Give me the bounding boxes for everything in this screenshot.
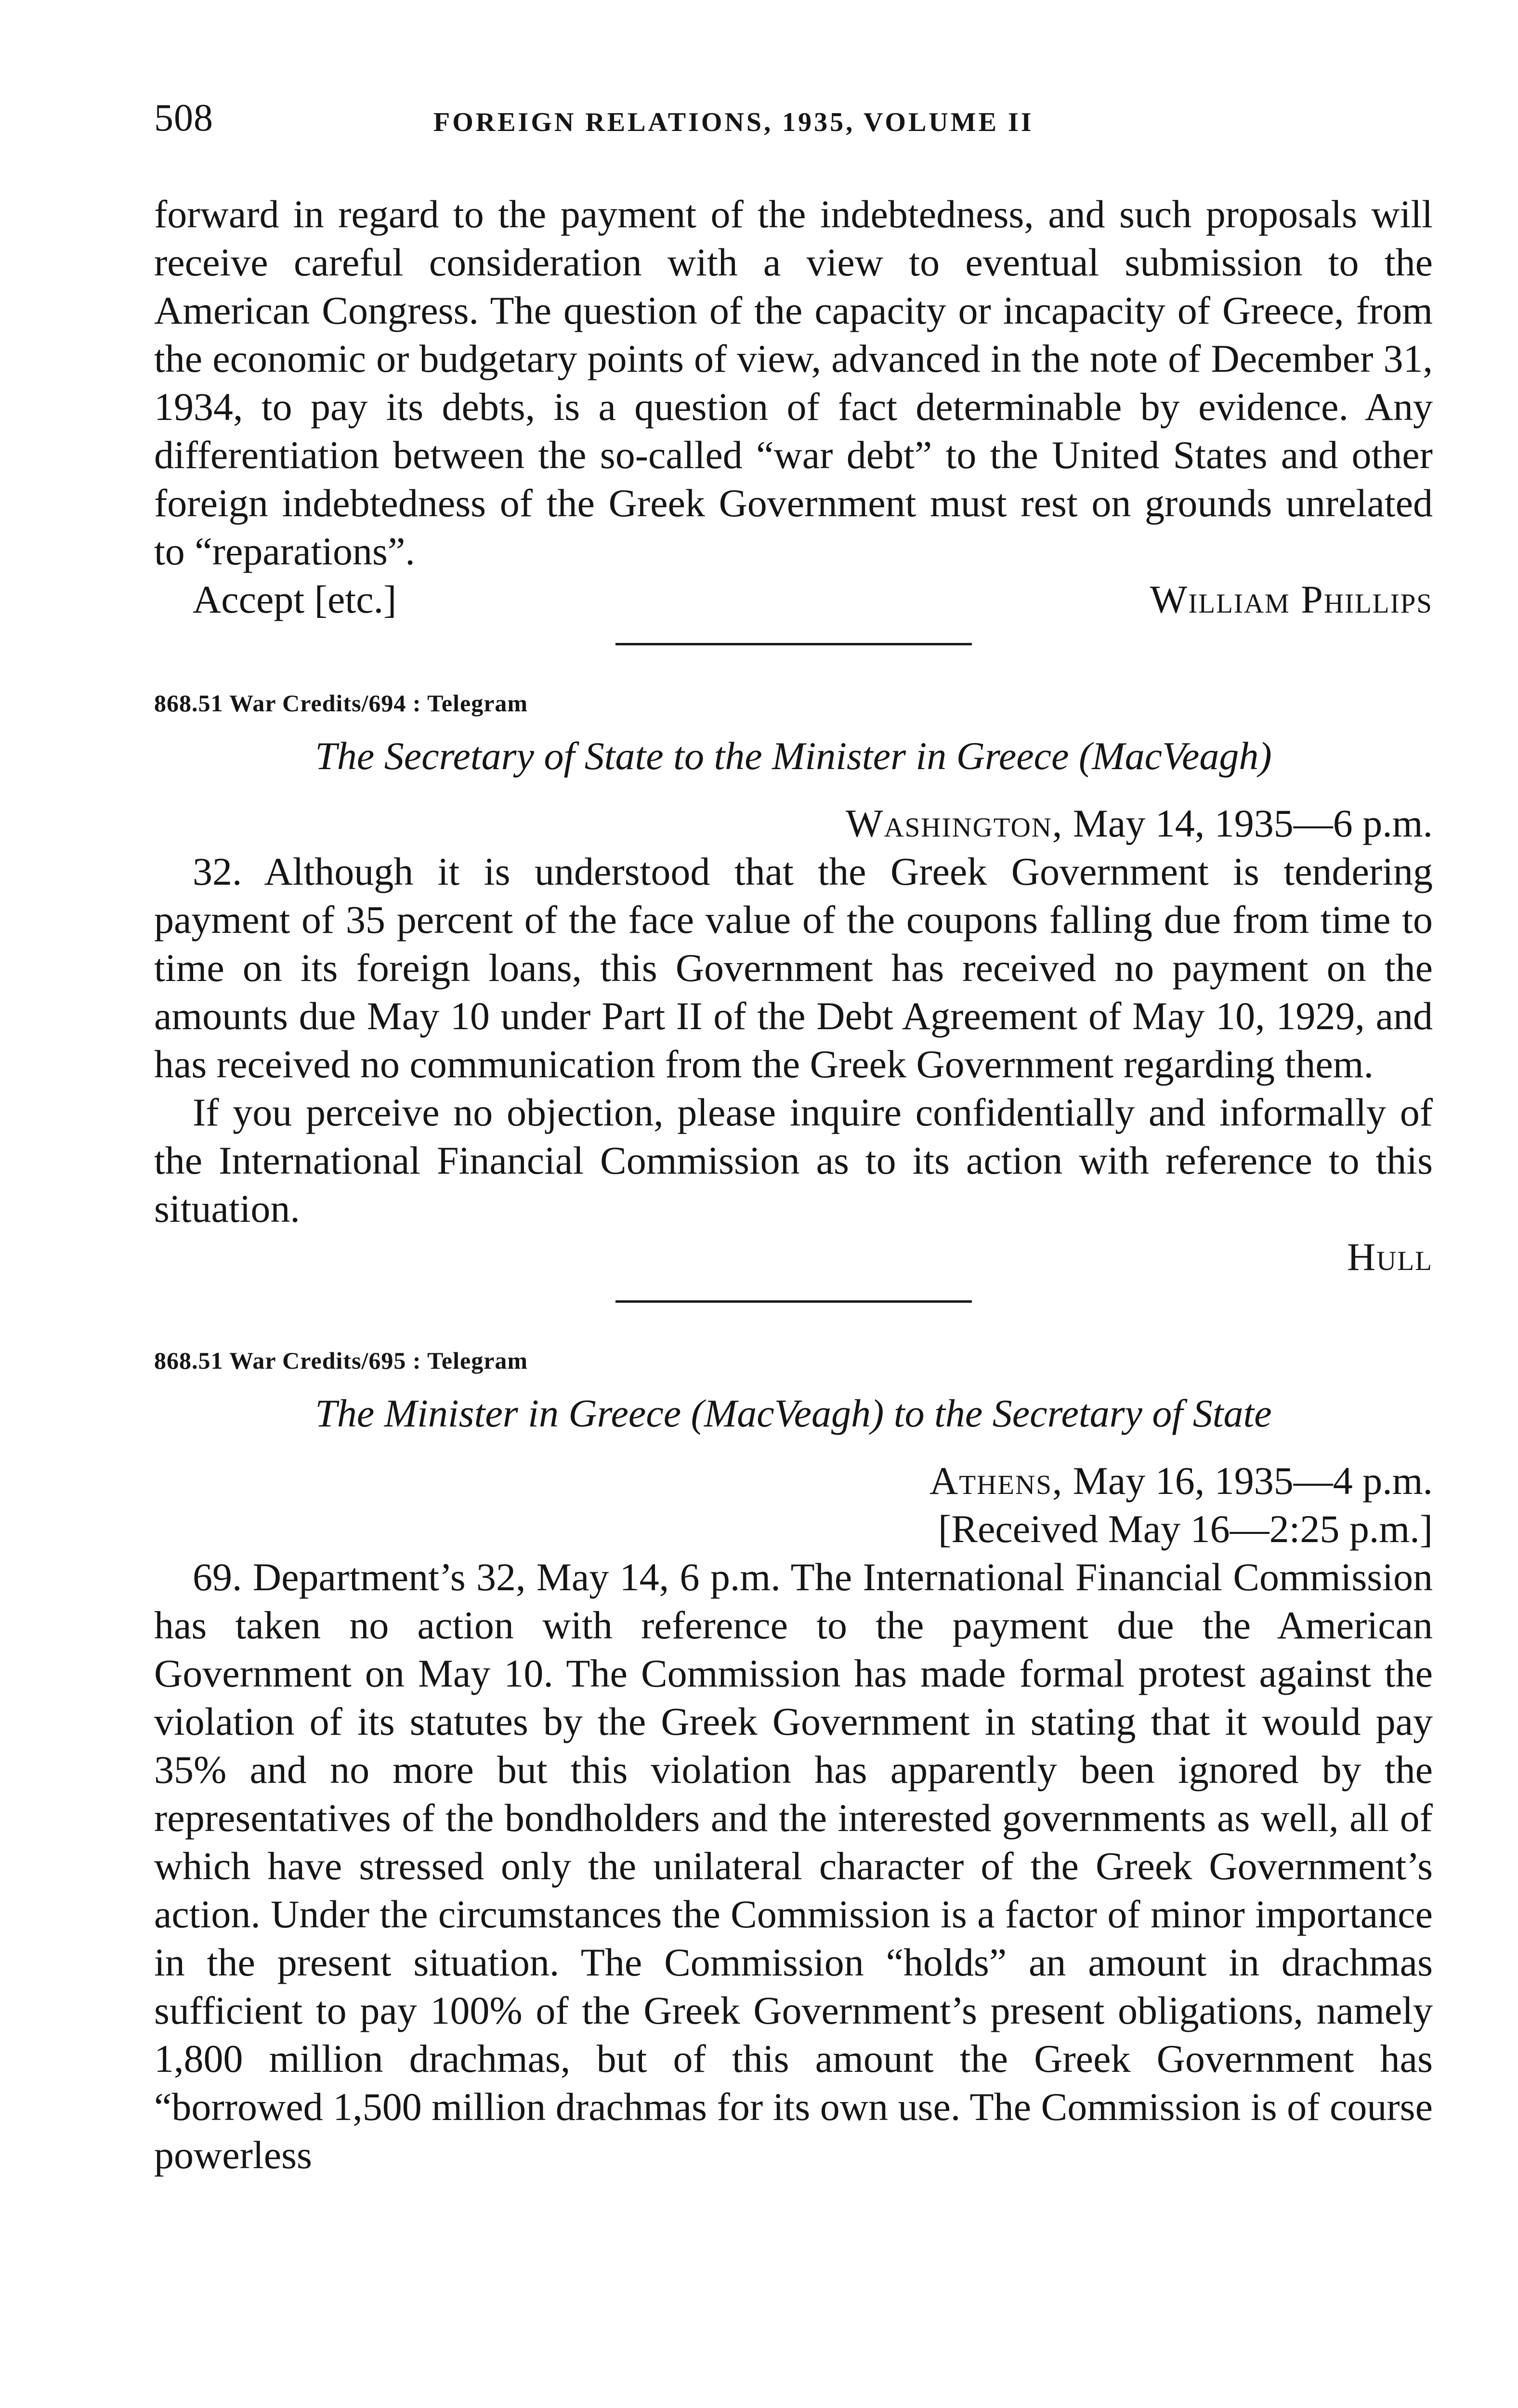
signature-phillips: William Phillips [1150, 577, 1433, 621]
received-line: [Received May 16—2:25 p.m.] [938, 1507, 1433, 1551]
section-divider [615, 1300, 972, 1303]
file-reference: 868.51 War Credits/694 : Telegram [154, 690, 528, 717]
dateline-date: May 14, 1935—6 p.m. [1073, 801, 1433, 845]
signature-hull: Hull [1347, 1235, 1433, 1279]
document-title: The Secretary of State to the Minister in Greece (MacVeagh) [315, 734, 1272, 778]
dateline-place: Athens, [929, 1459, 1063, 1503]
page-header [154, 96, 1435, 149]
page-number: 508 [154, 97, 213, 139]
dateline [154, 799, 1433, 848]
telegram-paragraph: 32. Although it is understood that the Greek Government is tendering payment of 35 percent of the face value of the coupons falling due from time to time on its foreign loans, this Government has received no payment on the amounts due May 10 under Part II of the Debt Agreement of May 10, 1929, and has received no communication from the Greek Government regarding them. [154, 850, 1433, 1086]
page-body [154, 190, 1433, 2179]
document-title: The Minister in Greece (MacVeagh) to the Secretary of State [315, 1391, 1272, 1435]
closing-line [154, 576, 1433, 624]
telegram-paragraph: 69. Department’s 32, May 14, 6 p.m. The International Financial Commission has taken no action with reference to the payment due the American Government on May 10. The Commission has made formal protest against the violation of its statutes by the Greek Government in stating that it would pay 35% and no more but this violation has apparently been ignored by the representatives of the bondholders and the interested governments as well, all of which have stressed only the unilateral character of the Greek Government’s action. Under the circumstances the Commission is a factor of minor importance in the present situation. The Commission “holds” an amount in drachmas sufficient to pay 100% of the Greek Government’s present obligations, namely 1,800 million drachmas, but of this amount the Greek Government has “borrowed 1,500 million drachmas for its own use. The Commission is of course powerless [154, 1555, 1433, 2177]
section-divider [615, 643, 972, 645]
closing-text: Accept [etc.] [193, 577, 397, 621]
telegram-paragraph: If you perceive no objection, please inquire confidentially and informally of the International Financial Commission as to its action with reference to this situation. [154, 1090, 1433, 1230]
running-head: FOREIGN RELATIONS, 1935, VOLUME II [433, 107, 1034, 137]
dateline-date: May 16, 1935—4 p.m. [1073, 1459, 1433, 1503]
dateline-place: Washington, [846, 801, 1063, 845]
file-reference: 868.51 War Credits/695 : Telegram [154, 1347, 528, 1374]
dateline [154, 1457, 1433, 1505]
continued-paragraph: forward in regard to the payment of the indebtedness, and such proposals will receive careful consideration with a view to eventual submission to the American Congress. The question of the capacity or incapacity of Greece, from the economic or budgetary points of view, advanced in the note of December 31, 1934, to pay its debts, is a question of fact determinable by evidence. Any differentiation between the so-called “war debt” to the United States and other foreign indebtedness of the Greek Government must rest on grounds unrelated to “reparations”. [154, 192, 1433, 573]
